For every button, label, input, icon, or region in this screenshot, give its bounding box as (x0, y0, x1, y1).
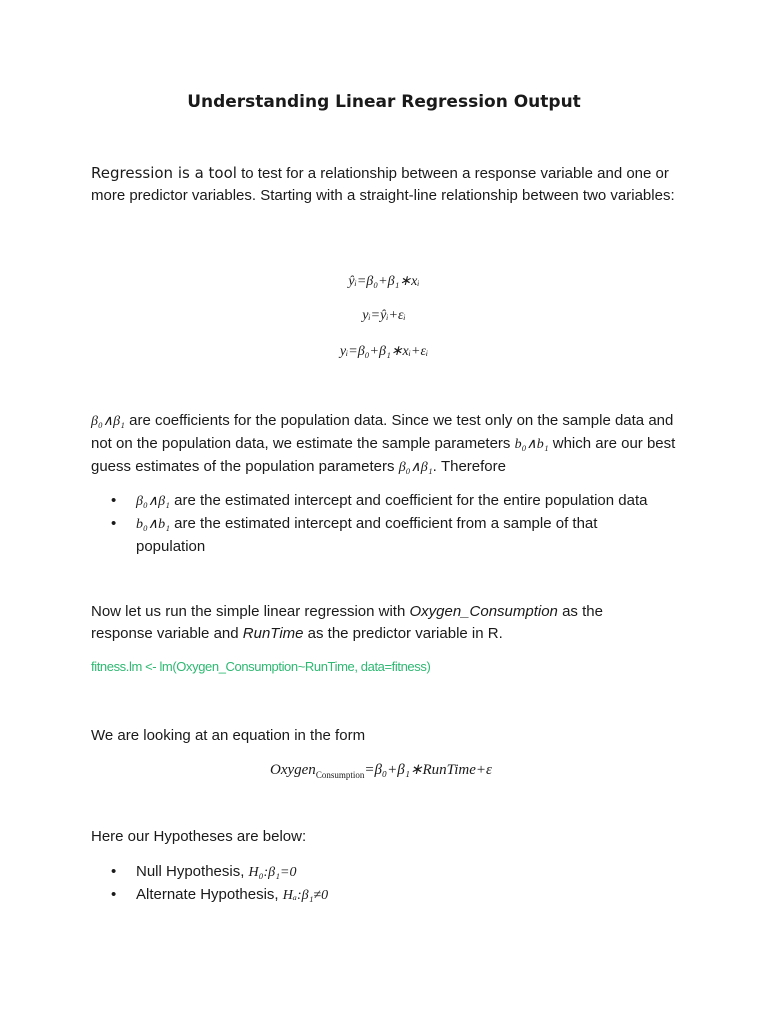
r-code: fitness.lm <- lm(Oxygen_Consumption~RunTime, data=fitness) (91, 659, 431, 674)
page-title: Understanding Linear Regression Output (187, 92, 581, 112)
text: . Therefore (432, 458, 506, 475)
model-equation (270, 760, 492, 780)
label: Null Hypothesis, (136, 863, 249, 880)
math-beta: β₀∧β₁ (91, 414, 125, 429)
hypotheses-intro: Here our Hypotheses are below: (91, 828, 307, 845)
equation-2: yᵢ=ŷᵢ+εᵢ (362, 308, 406, 323)
intro-paragraph (91, 162, 691, 207)
list-item (91, 490, 691, 513)
text: Oxygen (270, 762, 316, 778)
text: are coefficients for the population data. Since we test only on the sample data and not on the population data, we estimate the sample parameters (91, 412, 674, 452)
math-b: b₀∧b₁ (514, 437, 549, 452)
math: H₀:β₁=0 (248, 865, 297, 880)
text: as the predictor variable in R. (303, 625, 503, 642)
equation-intro: We are looking at an equation in the form (91, 727, 366, 744)
intro-lead: Regression is a tool (91, 164, 237, 182)
math: β₀∧β₁ (136, 494, 170, 509)
math-beta: β₀∧β₁ (398, 460, 433, 475)
variable-name: Oxygen_Consumption (409, 603, 558, 620)
equation-1: ŷᵢ=β₀+β₁∗xᵢ (348, 274, 420, 289)
variable-name: RunTime (242, 625, 304, 642)
text: Now let us run the simple linear regression with (91, 603, 410, 620)
text: as the response variable and (91, 603, 603, 642)
list-item (91, 513, 626, 558)
hypotheses-list (91, 861, 691, 907)
text: are the estimated intercept and coefficient from a sample of that population (136, 515, 598, 555)
text: =β₀+β₁∗RunTime+ε (364, 762, 492, 778)
math: b₀∧b₁ (136, 517, 170, 532)
text: are the estimated intercept and coefficient for the entire population data (169, 492, 648, 509)
list-item (91, 884, 691, 907)
equation-3: yᵢ=β₀+β₁∗xᵢ+εᵢ (339, 344, 429, 359)
regression-paragraph (91, 601, 651, 645)
label: Alternate Hypothesis, (136, 886, 283, 903)
text: which are our best guess estimates of the population parameters (91, 435, 676, 475)
coefficient-bullets (91, 490, 691, 558)
list-item (91, 861, 691, 884)
math: Hₐ:β₁≠0 (282, 888, 329, 903)
coefficients-paragraph (91, 410, 681, 479)
subscript: Consumption (315, 770, 365, 780)
intro-text: to test for a relationship between a response variable and one or more predictor variables. Starting with a straight-line relationship between two variables: (91, 165, 675, 204)
